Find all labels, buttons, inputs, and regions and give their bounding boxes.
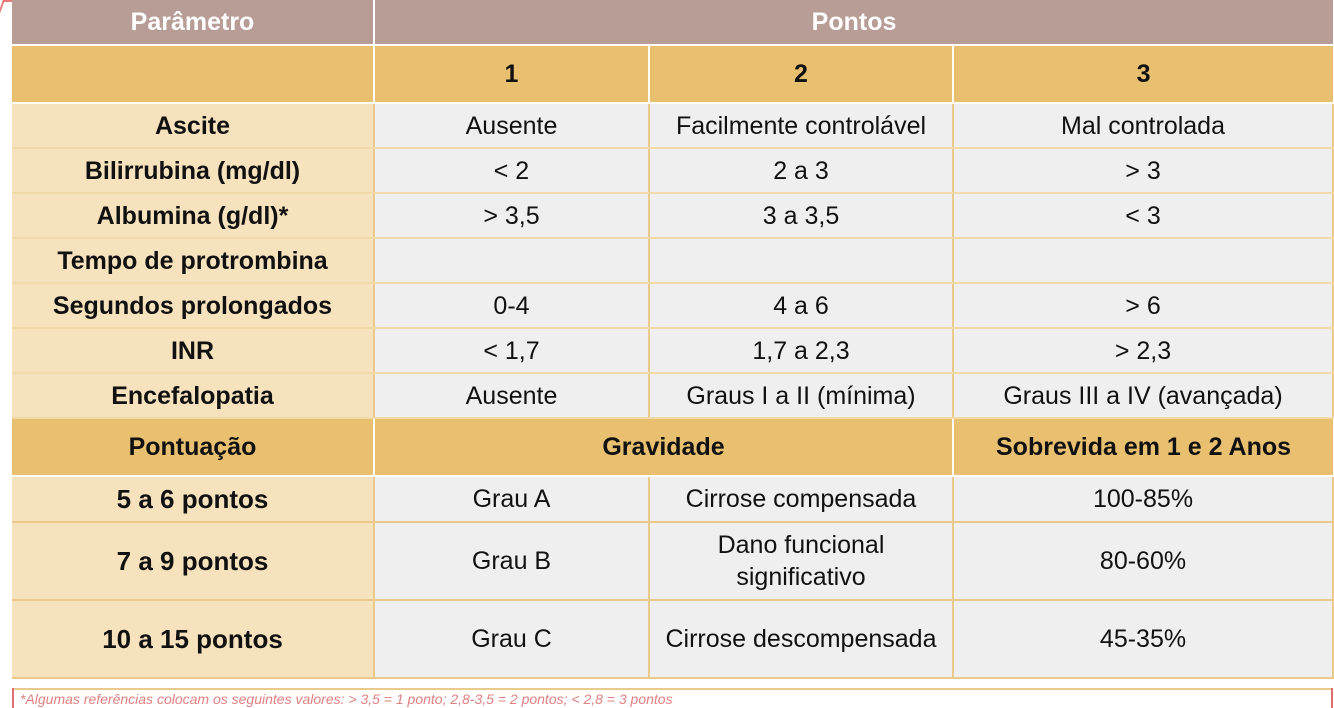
header-parameter: Parâmetro: [12, 0, 374, 45]
cell-2-points: 2 a 3: [649, 148, 953, 193]
survival-cell: 45-35%: [953, 600, 1333, 678]
table-row: [12, 193, 1333, 238]
table-row: [12, 283, 1333, 328]
row-label: Bilirrubina (mg/dl): [12, 148, 374, 193]
score-table: [12, 0, 1334, 679]
child-pugh-table: [12, 0, 1333, 679]
score-header-row: [12, 418, 1333, 476]
cell-2-points: 4 a 6: [649, 283, 953, 328]
row-label: INR: [12, 328, 374, 373]
description-cell: Cirrose descompensada: [649, 600, 953, 678]
points-col-1: 1: [374, 45, 649, 103]
cell-1-point: 0-4: [374, 283, 649, 328]
cell-3-points: > 3: [953, 148, 1333, 193]
header-row: [12, 0, 1333, 45]
row-label: Segundos prolongados: [12, 283, 374, 328]
score-range: 10 a 15 pontos: [12, 600, 374, 678]
cell-1-point: [374, 238, 649, 283]
grade-cell: Grau A: [374, 476, 649, 522]
cell-3-points: [953, 238, 1333, 283]
cell-3-points: < 3: [953, 193, 1333, 238]
grade-cell: Grau B: [374, 522, 649, 600]
table-row: [12, 238, 1333, 283]
cell-2-points: 3 a 3,5: [649, 193, 953, 238]
header-points: Pontos: [374, 0, 1333, 45]
row-label: Ascite: [12, 103, 374, 148]
cell-3-points: Graus III a IV (avançada): [953, 373, 1333, 418]
survival-cell: 80-60%: [953, 522, 1333, 600]
cell-1-point: Ausente: [374, 103, 649, 148]
cell-3-points: > 6: [953, 283, 1333, 328]
score-header: Pontuação: [12, 418, 374, 476]
severity-header: Gravidade: [374, 418, 953, 476]
cell-3-points: Mal controlada: [953, 103, 1333, 148]
table-row: [12, 103, 1333, 148]
table-row: [12, 328, 1333, 373]
survival-header: Sobrevida em 1 e 2 Anos: [953, 418, 1333, 476]
table-row: [12, 476, 1333, 522]
score-range: 7 a 9 pontos: [12, 522, 374, 600]
cell-2-points: Graus I a II (mínima): [649, 373, 953, 418]
description-cell: Dano funcional significativo: [649, 522, 953, 600]
footnote: *Algumas referências colocam os seguintes valores: > 3,5 = 1 ponto; 2,8-3,5 = 2 pontos; < 2,8 = 3 pontos: [12, 688, 1333, 708]
table-row: [12, 522, 1333, 600]
points-columns-row: [12, 45, 1333, 103]
table-row: [12, 148, 1333, 193]
cell-2-points: 1,7 a 2,3: [649, 328, 953, 373]
points-col-3: 3: [953, 45, 1333, 103]
points-blank-cell: [12, 45, 374, 103]
cell-2-points: Facilmente controlável: [649, 103, 953, 148]
score-range: 5 a 6 pontos: [12, 476, 374, 522]
row-label: Encefalopatia: [12, 373, 374, 418]
cell-1-point: < 2: [374, 148, 649, 193]
points-col-2: 2: [649, 45, 953, 103]
grade-cell: Grau C: [374, 600, 649, 678]
cell-1-point: > 3,5: [374, 193, 649, 238]
cell-2-points: [649, 238, 953, 283]
row-label: Tempo de protrombina: [12, 238, 374, 283]
table-row: [12, 373, 1333, 418]
row-label: Albumina (g/dl)*: [12, 193, 374, 238]
survival-cell: 100-85%: [953, 476, 1333, 522]
cell-1-point: < 1,7: [374, 328, 649, 373]
table-row: [12, 600, 1333, 678]
description-cell: Cirrose compensada: [649, 476, 953, 522]
cell-3-points: > 2,3: [953, 328, 1333, 373]
corner-mark: [0, 0, 13, 16]
cell-1-point: Ausente: [374, 373, 649, 418]
